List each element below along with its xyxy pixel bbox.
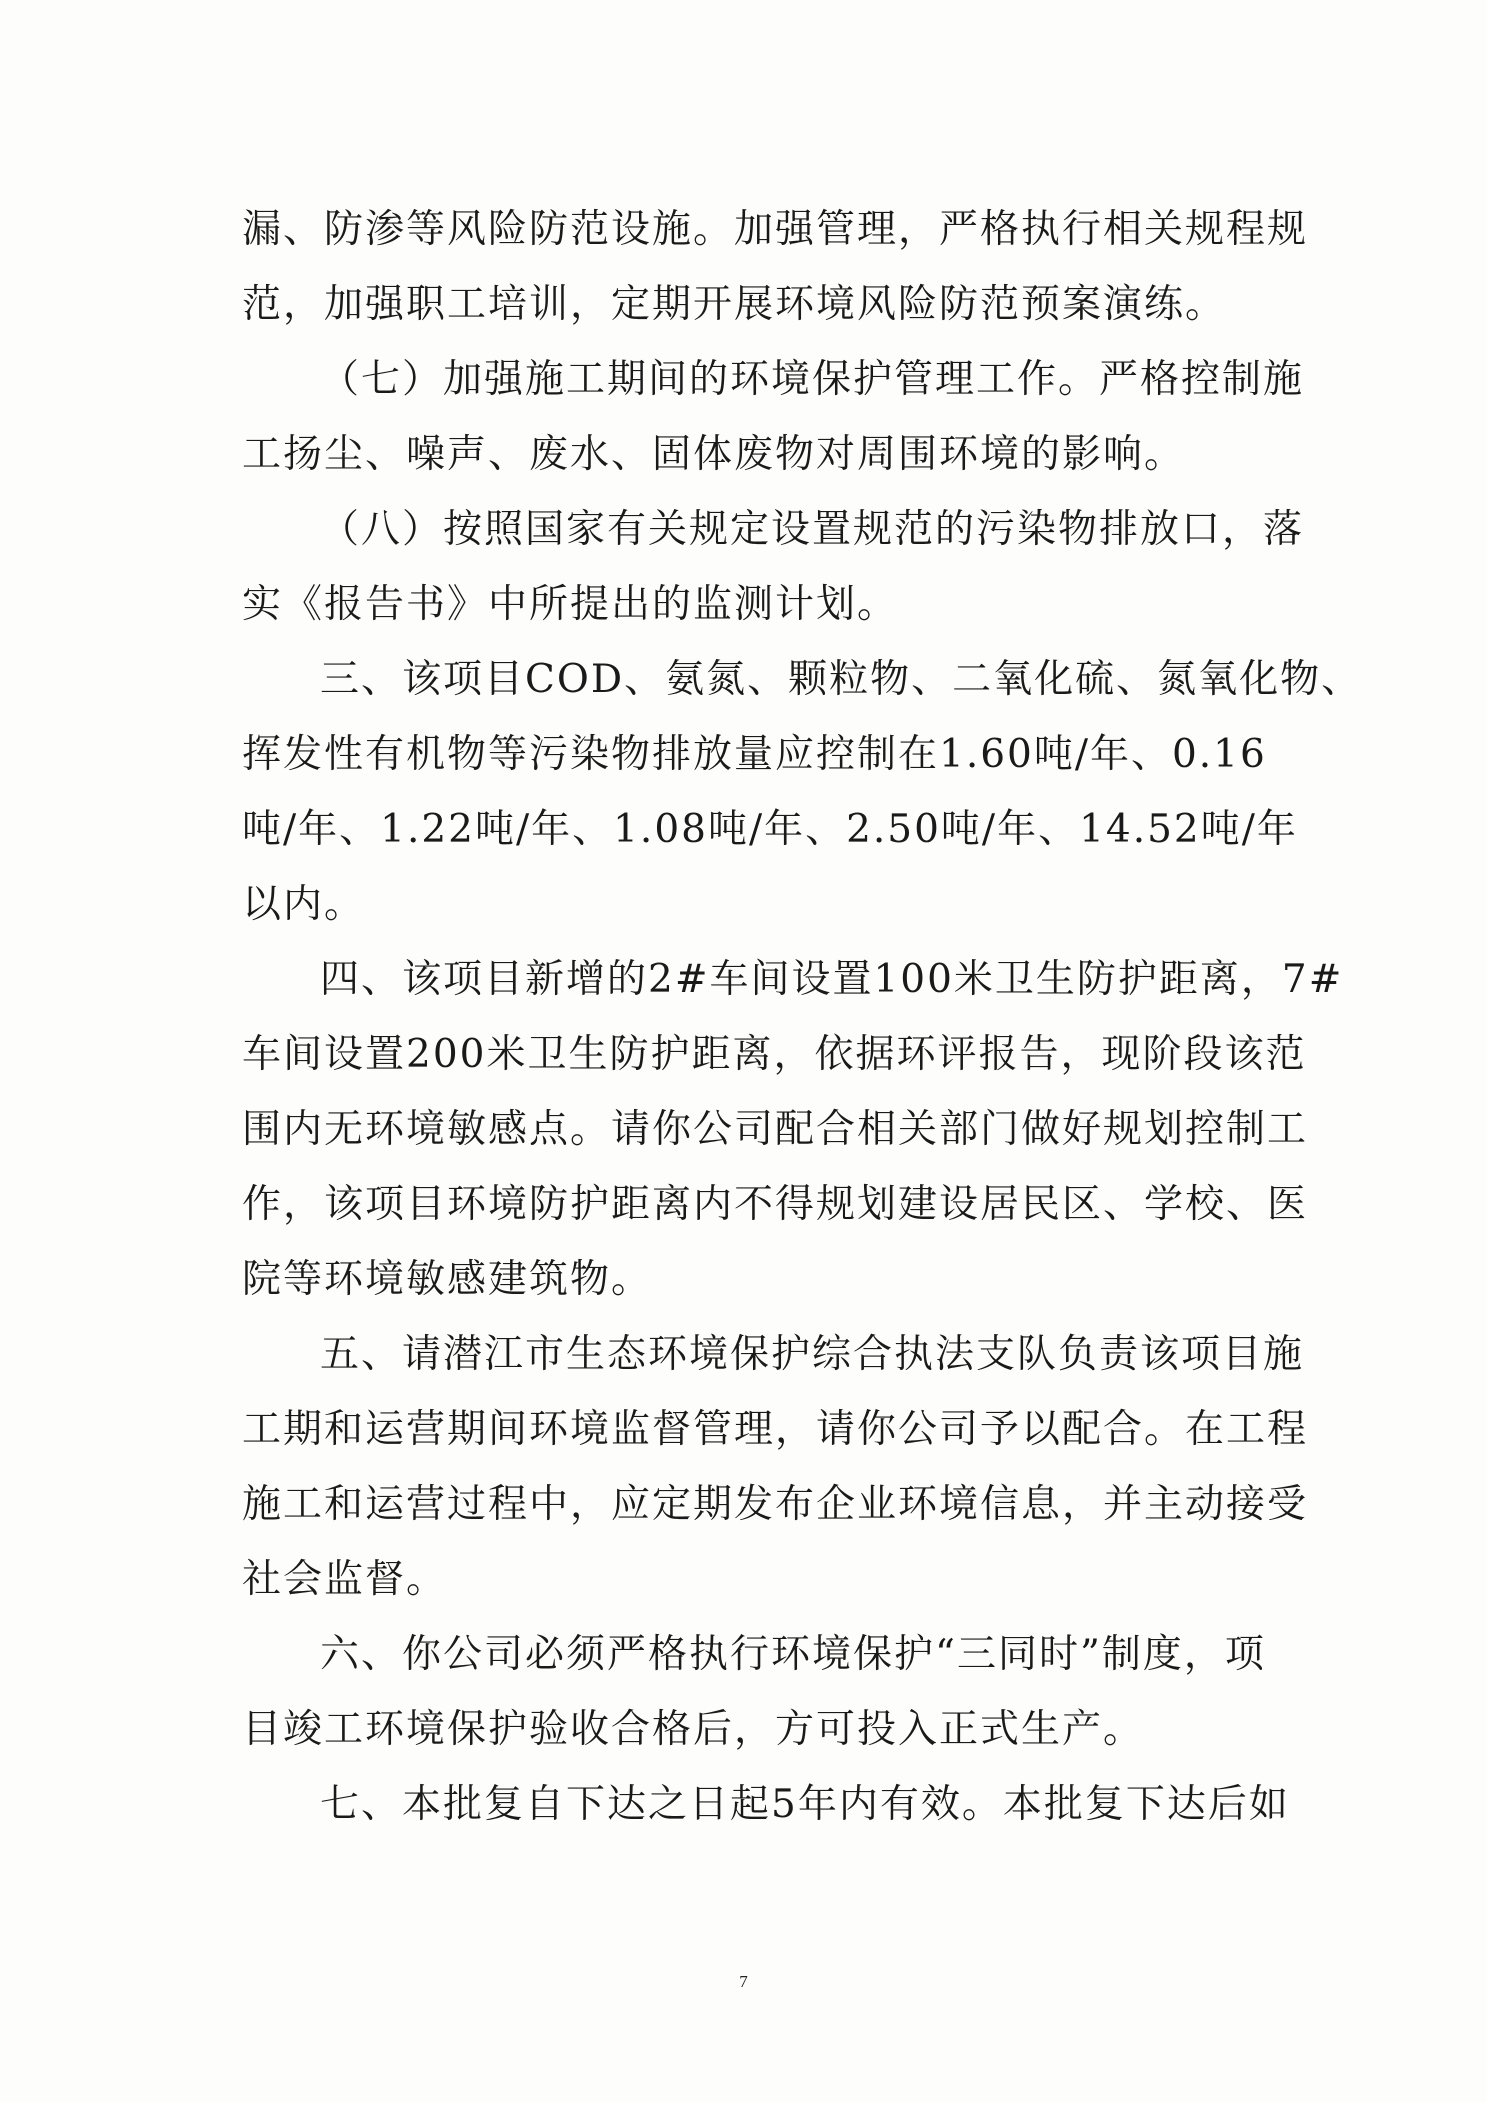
text-line: 作，该项目环境防护距离内不得规划建设居民区、学校、医 xyxy=(242,1182,1309,1227)
text-line: 四、该项目新增的2#车间设置100米卫生防护距离，7# xyxy=(320,957,1344,1002)
text-line: （八）按照国家有关规定设置规范的污染物排放口，落 xyxy=(320,507,1305,552)
text-line: 以内。 xyxy=(242,882,366,927)
text-line: 车间设置200米卫生防护距离，依据环评报告，现阶段该范 xyxy=(242,1032,1307,1077)
text-line: 七、本批复自下达之日起5年内有效。本批复下达后如 xyxy=(320,1782,1290,1827)
page-number: 7 xyxy=(739,1972,748,1991)
text-line: 挥发性有机物等污染物排放量应控制在1.60吨/年、0.16 xyxy=(242,732,1267,777)
text-line: 工期和运营期间环境监督管理，请你公司予以配合。在工程 xyxy=(242,1407,1309,1452)
body-text xyxy=(242,192,1363,1842)
text-line: 三、该项目COD、氨氮、颗粒物、二氧化硫、氮氧化物、 xyxy=(320,657,1363,702)
text-line: 目竣工环境保护验收合格后，方可投入正式生产。 xyxy=(242,1707,1145,1752)
text-line: （七）加强施工期间的环境保护管理工作。严格控制施 xyxy=(320,357,1305,402)
text-line: 六、你公司必须严格执行环境保护“三同时”制度，项 xyxy=(320,1632,1266,1677)
text-line: 工扬尘、噪声、废水、固体废物对周围环境的影响。 xyxy=(242,432,1186,477)
text-line: 实《报告书》中所提出的监测计划。 xyxy=(242,582,899,627)
text-line: 院等环境敏感建筑物。 xyxy=(242,1257,653,1302)
text-line: 施工和运营过程中，应定期发布企业环境信息，并主动接受 xyxy=(242,1482,1309,1527)
text-line: 范，加强职工培训，定期开展环境风险防范预案演练。 xyxy=(242,282,1227,327)
text-line: 围内无环境敏感点。请你公司配合相关部门做好规划控制工 xyxy=(242,1107,1309,1152)
text-line: 五、请潜江市生态环境保护综合执法支队负责该项目施 xyxy=(320,1332,1305,1377)
text-line: 漏、防渗等风险防范设施。加强管理，严格执行相关规程规 xyxy=(242,207,1309,252)
text-line: 社会监督。 xyxy=(242,1557,448,1602)
text-line: 吨/年、1.22吨/年、1.08吨/年、2.50吨/年、14.52吨/年 xyxy=(242,807,1298,852)
